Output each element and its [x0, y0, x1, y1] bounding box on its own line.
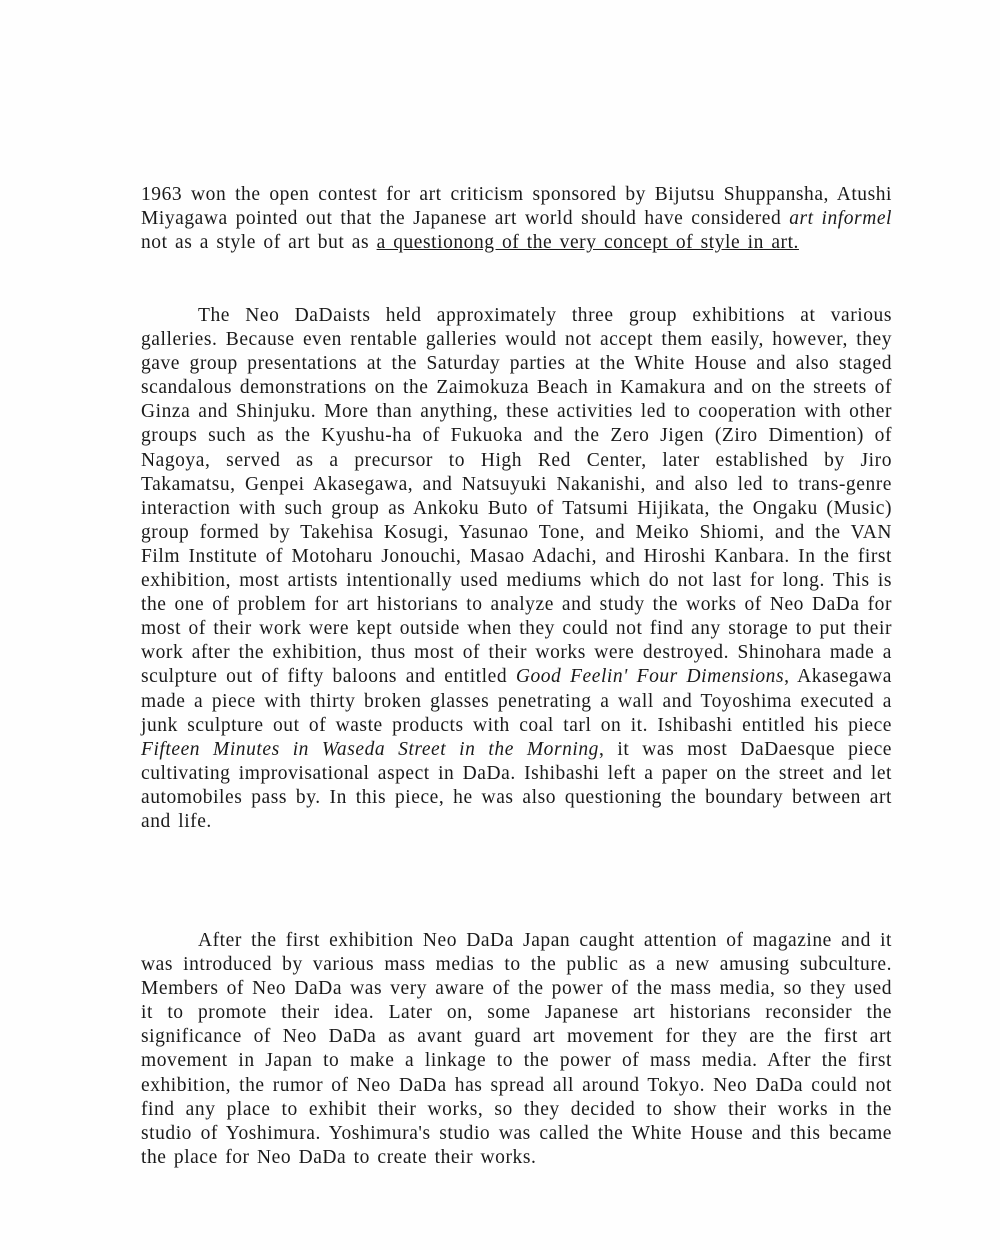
paragraph-1	[141, 183, 892, 255]
paragraph-2-text-b: , Akasegawa made a piece with thirty broken glasses penetrating a wall and Toyoshima executed a junk sculpture out of waste products with coal tarl on it. Ishibashi entitled his piece	[141, 666, 892, 736]
paragraph-1-text-b: not as a style of art but as	[141, 232, 377, 254]
paragraph-2-italic-title-1: Good Feelin' Four Dimensions	[515, 666, 785, 688]
paragraph-3	[141, 929, 892, 1170]
paragraph-2	[141, 304, 892, 834]
paragraph-1-text-a: 1963 won the open contest for art criticism sponsored by Bijutsu Shuppansha, Atushi Miyagawa pointed out that the Japanese art world should have considered	[141, 184, 892, 230]
paragraph-1-underlined-phrase: a questionong of the very concept of style in art.	[376, 232, 799, 254]
paragraph-3-text: After the first exhibition Neo DaDa Japan caught attention of magazine and it was introduced by various mass medias to the public as a new amusing subculture. Members of Neo DaDa was very aware of the power of the mass media, so they used it to promote their idea. Later on, some Japanese art historians reconsider the significance of Neo DaDa as avant guard art movement for they are the first art movement in Japan to make a linkage to the power of mass media. After the first exhibition, the rumor of Neo DaDa has spread all around Tokyo. Neo DaDa could not find any place to exhibit their works, so they decided to show their works in the studio of Yoshimura. Yoshimura's studio was called the White House and this became the place for Neo DaDa to create their works.	[141, 930, 892, 1168]
paragraph-2-text-c: , it was most DaDaesque piece cultivating improvisational aspect in DaDa. Ishibashi left a paper on the street and let automobiles pass by. In this piece, he was also questioning the boundary between art and life.	[141, 738, 892, 832]
paragraph-2-italic-title-2: Fifteen Minutes in Waseda Street in the Morning	[141, 738, 599, 760]
paragraph-2-text-a: The Neo DaDaists held approximately three group exhibitions at various galleries. Because even rentable galleries would not accept them easily, however, they gave group presentations at the Saturday parties at the White House and also staged scandalous demonstrations on the Zaimokuza Beach in Kamakura and on the streets of Ginza and Shinjuku. More than anything, these activities led to cooperation with other groups such as the Kyushu-ha of Fukuoka and the Zero Jigen (Ziro Dimention) of Nagoya, served as a precursor to High Red Center, later established by Jiro Takamatsu, Genpei Akasegawa, and Natsuyuki Nakanishi, and also led to trans-genre interaction with such group as Ankoku Buto of Tatsumi Hijikata, the Ongaku (Music) group formed by Takehisa Kosugi, Yasunao Tone, and Meiko Shiomi, and the VAN Film Institute of Motoharu Jonouchi, Masao Adachi, and Hiroshi Kanbara. In the first exhibition, most artists intentionally used mediums which do not last for long. This is the one of problem for art historians to analyze and study the works of Neo DaDa for most of their work were kept outside when they could not find any storage to put their work after the exhibition, thus most of their works were destroyed. Shinohara made a sculpture out of fifty baloons and entitled	[141, 305, 892, 688]
paragraph-1-italic-term: art informel	[789, 208, 893, 230]
